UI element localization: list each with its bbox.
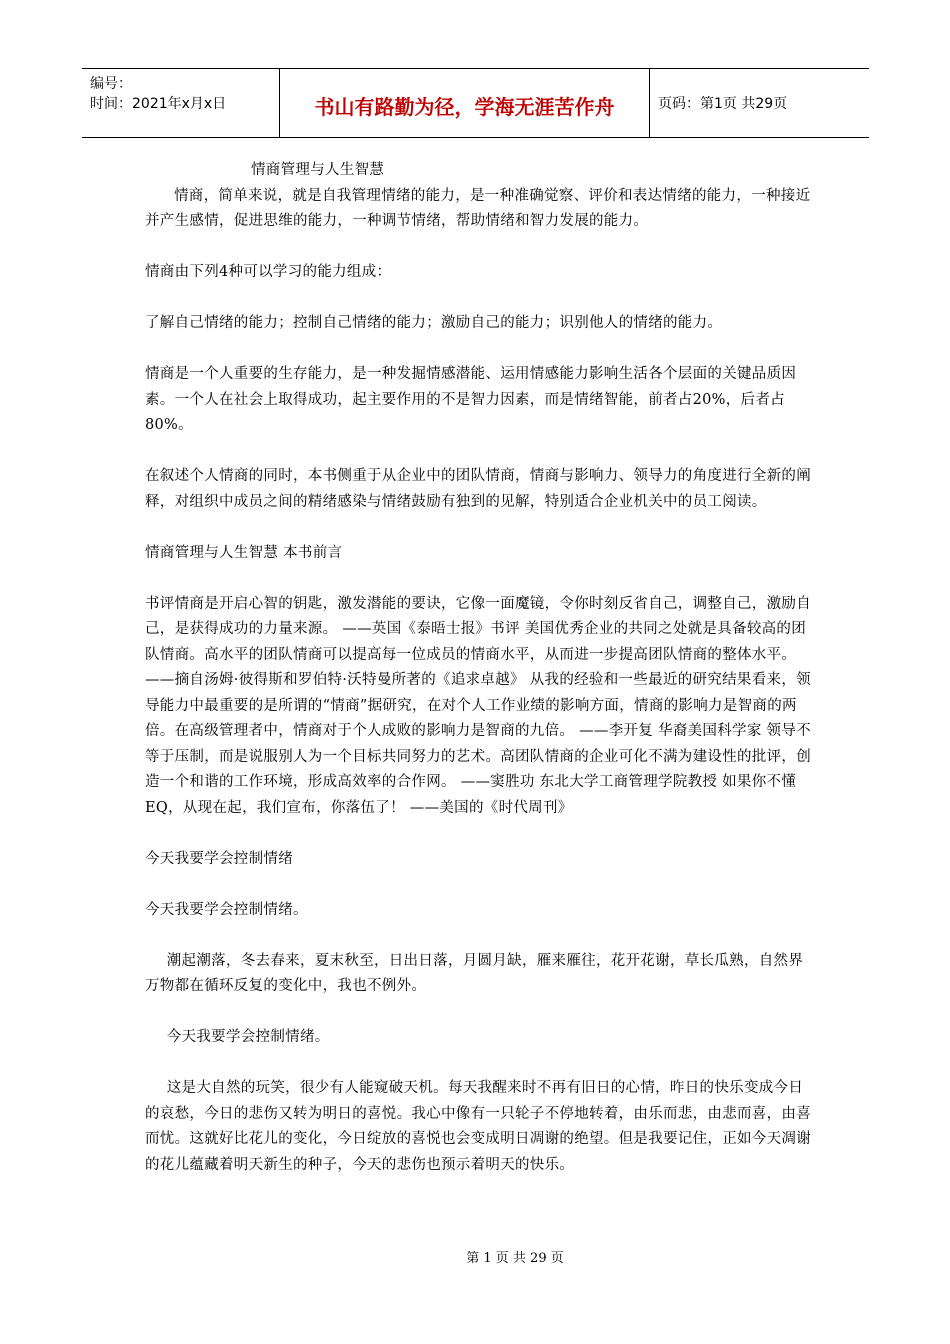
paragraph-1: 情商，简单来说，就是自我管理情绪的能力，是一种准确觉察、评价和表达情绪的能力，一种接近并产生感情，促进思维的能力，一种调节情绪，帮助情绪和智力发展的能力。 xyxy=(145,187,811,229)
page-footer: 第 1 页 共 29 页 xyxy=(466,1251,564,1266)
paragraph-4: 情商是一个人重要的生存能力，是一种发掘情感潜能、运用情感能力影响生活各个层面的关键品质因素。一个人在社会上取得成功，起主要作用的不是智力因素，而是情绪智能，前者占20%，后者占80%。 xyxy=(145,366,797,433)
paragraph-3: 了解自己情绪的能力；控制自己情绪的能力；激励自己的能力；识别他人的情绪的能力。 xyxy=(145,315,723,331)
document-title: 情商管理与人生智慧 xyxy=(251,162,385,178)
paragraph-6: 情商管理与人生智慧 本书前言 xyxy=(145,544,343,561)
paragraph-5: 在叙述个人情商的同时，本书侧重于从企业中的团队情商，情商与影响力、领导力的角度进行全新的阐释，对组织中成员之间的精绪感染与情绪鼓励有独到的见解，特别适合企业机关中的员工阅读。 xyxy=(145,468,811,510)
paragraph-11: 今天我要学会控制情绪。 xyxy=(166,1029,330,1045)
paragraph-12: 这是大自然的玩笑，很少有人能窥破天机。每天我醒来时不再有旧日的心情，昨日的快乐变成今日的哀愁，今日的悲伤又转为明日的喜悦。我心中像有一只轮子不停地转着，由乐而悲，由悲而喜，由喜而忧。这就好比花儿的变化，今日绽放的喜悦也会变成明日凋谢的绝望。但是我要记住，正如今天凋谢的花儿蕴藏着明天新生的种子，今天的悲伤也预示着明天的快乐。 xyxy=(145,1080,811,1173)
paragraph-9: 今天我要学会控制情绪。 xyxy=(145,901,308,918)
header-motto: 书山有路勤为径，学海无涯苦作舟 xyxy=(280,69,650,137)
time-label: 时间：2021年x月x日 xyxy=(90,96,227,112)
document-body xyxy=(145,158,813,1178)
paragraph-8: 今天我要学会控制情绪 xyxy=(145,850,293,867)
header-meta xyxy=(82,69,280,137)
paragraph-2: 情商由下列4种可以学习的能力组成： xyxy=(145,264,392,280)
paragraph-7: 书评情商是开启心智的钥匙，激发潜能的要诀，它像一面魔镜，令你时刻反省自己，调整自己，激励自己，是获得成功的力量来源。 ——英国《泰晤士报》书评 美国优秀企业的共同之处就是具备较高的团队情商。高水平的团队情商可以提高每一位成员的情商水平，从而进一步提高团队情商的整体水平。 ——摘自汤姆·彼得斯和罗伯特·沃特曼所著的《追求卓越》 从我的经验和一些最近的研究结果看来，领导能力中最重要的是所谓的“情商”据研究，在对个人工作业绩的影响方面，情商的影响力是智商的两倍。在高级管理者中，情商对于个人成败的影响力是智商的九倍。 ——李开复 华裔美国科学家 领导不等于压制，而是说服别人为一个目标共同努力的艺术。高团队情商的企业可化不满为建设性的批评，创造一个和谐的工作环境，形成高效率的合作网。 ——窦胜功 东北大学工商管理学院教授 如果你不懂EQ，从现在起，我们宣布，你落伍了！ ——美国的《时代周刊》 xyxy=(145,595,811,816)
header-page-label: 页码：第1页 共29页 xyxy=(658,96,788,112)
document-header xyxy=(82,68,869,138)
paragraph-10: 潮起潮落，冬去春来，夏末秋至，日出日落，月圆月缺，雁来雁往，花开花谢，草长瓜熟，自然界万物都在循环反复的变化中，我也不例外。 xyxy=(145,952,804,994)
number-label: 编号： xyxy=(90,76,132,92)
